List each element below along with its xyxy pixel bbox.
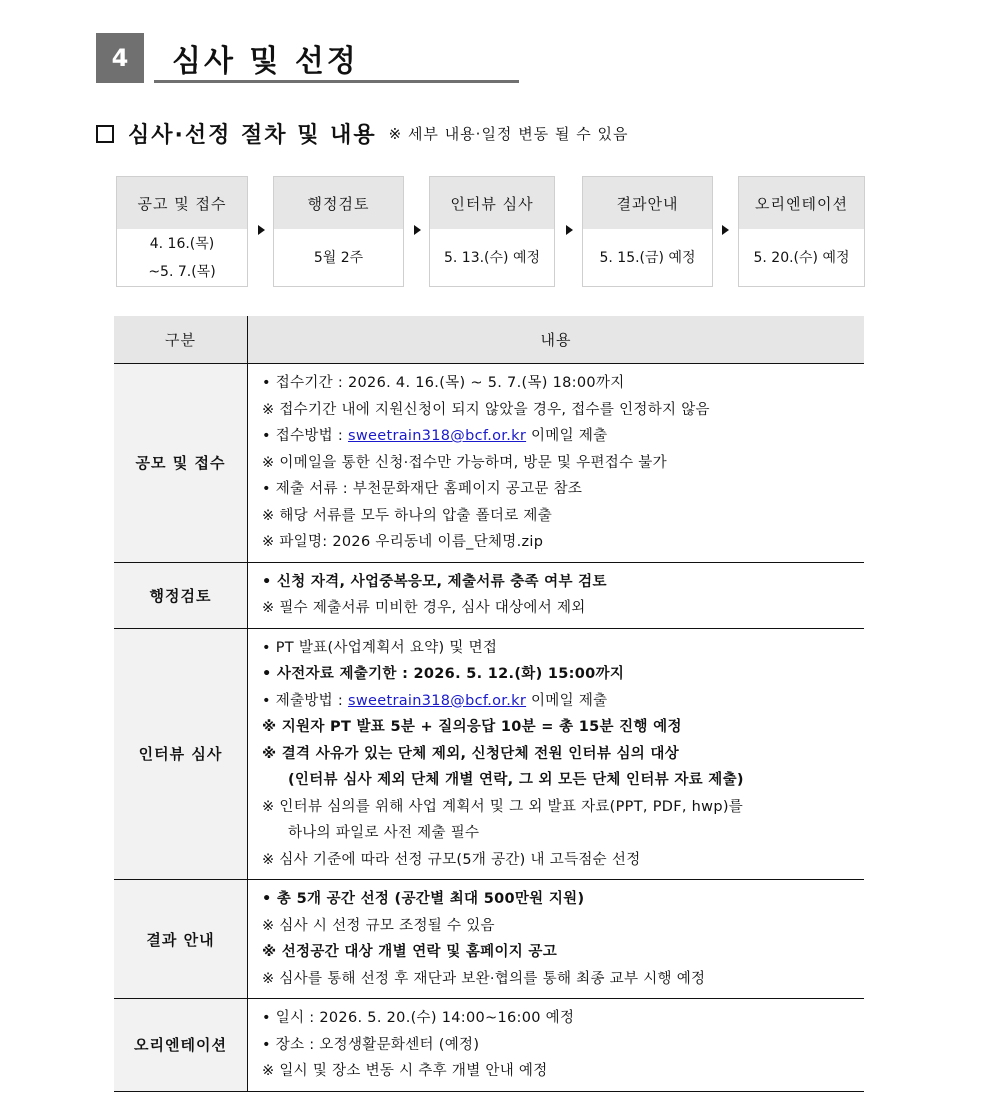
content-line: • 신청 자격, 사업중복응모, 제출서류 충족 여부 검토: [262, 573, 607, 590]
content-line: ※ 심사 시 선정 규모 조정될 수 있음: [262, 917, 495, 934]
header-category: 구분: [114, 316, 248, 364]
content-line: ※ 결격 사유가 있는 단체 제외, 신청단체 전원 인터뷰 심의 대상: [262, 745, 680, 762]
content-line: ※ 해당 서류를 모두 하나의 압출 폴더로 제출: [262, 507, 553, 524]
section-underline: [154, 80, 519, 83]
content-line: ※ 파일명: 2026 우리동네 이름_단체명.zip: [262, 534, 544, 550]
checkbox-square-icon: [96, 125, 114, 143]
process-step: [738, 176, 865, 287]
section-number: 4: [96, 33, 144, 83]
process-step-date: 5월 2주: [313, 250, 364, 266]
content-line: ※ 인터뷰 심의를 위해 사업 계획서 및 그 외 발표 자료(PPT, PDF, hwp)를: [262, 798, 744, 815]
content-line: [262, 688, 864, 715]
line-prefix: • 접수방법 :: [262, 428, 348, 444]
row-category: 오리엔테이션: [114, 999, 248, 1092]
process-step-title: 공고 및 접수: [117, 177, 247, 229]
row-category: 행정검토: [114, 562, 248, 628]
process-step: [116, 176, 248, 287]
header-content: 내용: [248, 316, 865, 364]
email-link[interactable]: sweetrain318@bcf.or.kr: [348, 692, 527, 709]
email-link[interactable]: sweetrain318@bcf.or.kr: [348, 428, 527, 444]
details-table: [114, 316, 864, 1092]
process-step: [582, 176, 713, 287]
row-category: 인터뷰 심사: [114, 628, 248, 880]
subheading-note: ※ 세부 내용·일정 변동 될 수 있음: [388, 125, 629, 143]
process-step-title: 결과안내: [583, 177, 712, 229]
table-row: [114, 364, 864, 563]
table-row: [114, 628, 864, 880]
content-line: ※ 심사 기준에 따라 선정 규모(5개 공간) 내 고득점순 선정: [262, 851, 641, 868]
content-line: • 제출 서류 : 부천문화재단 홈페이지 공고문 참조: [262, 481, 583, 497]
content-line: • 사전자료 제출기한 : 2026. 5. 12.(화) 15:00까지: [262, 666, 625, 682]
content-line: ※ 필수 제출서류 미비한 경우, 심사 대상에서 제외: [262, 600, 586, 616]
table-row: [114, 562, 864, 628]
content-line: [262, 423, 864, 450]
row-content: [248, 880, 865, 999]
row-content: [248, 999, 865, 1092]
process-step-title: 인터뷰 심사: [430, 177, 554, 229]
table-row: [114, 880, 864, 999]
content-line: • PT 발표(사업계획서 요약) 및 면접: [262, 639, 498, 656]
table-header-row: [114, 316, 864, 364]
process-step-date-line: ~5. 7.(목): [148, 264, 216, 280]
row-content: [248, 364, 865, 563]
content-line: ※ 접수기간 내에 지원신청이 되지 않았을 경우, 접수를 인정하지 않음: [262, 401, 710, 418]
process-step-date: 5. 13.(수) 예정: [443, 250, 541, 266]
line-prefix: • 제출방법 :: [262, 692, 348, 709]
line-suffix: 이메일 제출: [526, 692, 608, 709]
content-line: • 총 5개 공간 선정 (공간별 최대 500만원 지원): [262, 891, 585, 907]
row-content: [248, 562, 865, 628]
content-line: (인터뷰 심사 제외 단체 개별 연락, 그 외 모든 단체 인터뷰 자료 제출): [288, 772, 744, 788]
content-line: • 일시 : 2026. 5. 20.(수) 14:00~16:00 예정: [262, 1010, 575, 1026]
process-step: [273, 176, 404, 287]
row-category: 결과 안내: [114, 880, 248, 999]
arrow-right-icon: [414, 225, 421, 235]
process-step-title: 오리엔테이션: [739, 177, 864, 229]
content-line: ※ 일시 및 장소 변동 시 추후 개별 안내 예정: [262, 1063, 548, 1079]
content-line: ※ 지원자 PT 발표 5분 + 질의응답 10분 = 총 15분 진행 예정: [262, 719, 682, 735]
content-line: • 장소 : 오정생활문화센터 (예정): [262, 1036, 480, 1053]
process-step-date: [117, 229, 247, 287]
content-line: ※ 심사를 통해 선정 후 재단과 보완·협의를 통해 최종 교부 시행 예정: [262, 970, 706, 987]
process-step-title: 행정검토: [274, 177, 403, 229]
arrow-right-icon: [722, 225, 729, 235]
subheading-title: 심사·선정 절차 및 내용: [128, 123, 377, 148]
content-line: ※ 이메일을 통한 신청·접수만 가능하며, 방문 및 우편접수 불가: [262, 454, 667, 471]
content-line: • 접수기간 : 2026. 4. 16.(목) ~ 5. 7.(목) 18:00까지: [262, 375, 625, 391]
process-step-date-line: 4. 16.(목): [149, 236, 215, 252]
process-step-date: 5. 20.(수) 예정: [753, 250, 850, 266]
arrow-right-icon: [566, 225, 573, 235]
row-content: [248, 628, 865, 880]
content-line: ※ 선정공간 대상 개별 연락 및 홈페이지 공고: [262, 944, 558, 960]
row-category: 공모 및 접수: [114, 364, 248, 563]
process-step: [429, 176, 555, 287]
arrow-right-icon: [258, 225, 265, 235]
line-suffix: 이메일 제출: [526, 428, 608, 444]
subheading: [96, 118, 628, 149]
content-line: 하나의 파일로 사전 제출 필수: [288, 825, 480, 841]
table-row: [114, 999, 864, 1092]
section-title: 심사 및 선정: [172, 44, 359, 79]
process-step-date: 5. 15.(금) 예정: [599, 250, 696, 266]
